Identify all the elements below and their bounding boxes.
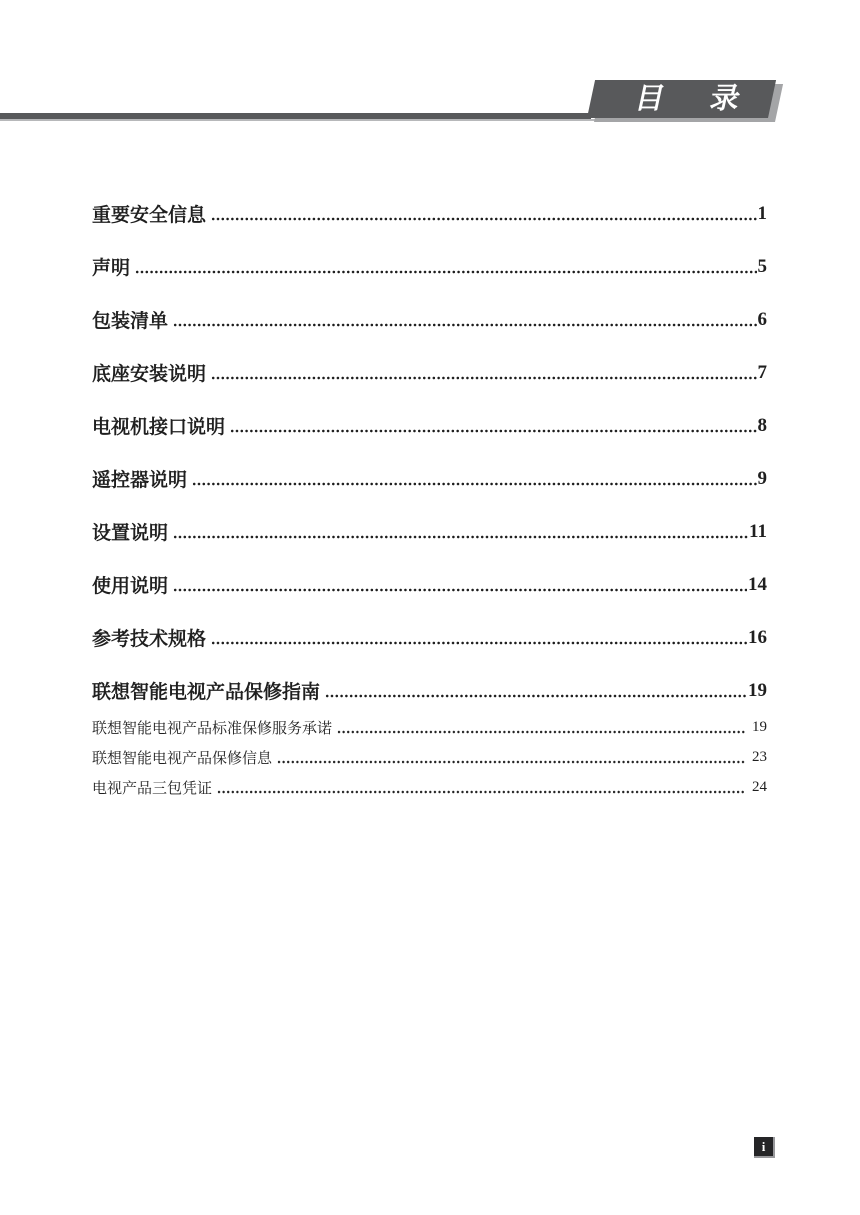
toc-entry[interactable] <box>92 399 767 452</box>
toc-entry[interactable] <box>92 293 767 346</box>
dot-leader <box>135 257 756 276</box>
toc-entry[interactable] <box>92 611 767 664</box>
page-number: 19 <box>748 679 767 701</box>
banner-title-char-right: 录 <box>707 83 743 115</box>
toc-subentry[interactable] <box>92 742 767 772</box>
page-number: 11 <box>749 520 767 542</box>
toc-entry[interactable] <box>92 664 767 717</box>
dot-leader <box>230 416 756 435</box>
toc-banner <box>587 80 776 118</box>
toc-entry[interactable] <box>92 558 767 611</box>
toc-subentry[interactable] <box>92 772 767 802</box>
header-bar-shadow <box>0 119 598 121</box>
dot-leader <box>173 575 747 594</box>
header-rule-bar <box>0 113 591 119</box>
toc-entry-label: 使用说明 <box>92 576 169 597</box>
toc-subentry[interactable] <box>92 712 767 742</box>
dot-leader <box>325 681 747 700</box>
dot-leader <box>217 780 746 795</box>
toc-entry-label: 联想智能电视产品保修信息 <box>92 750 273 767</box>
page-number: 1 <box>757 202 767 224</box>
toc-sublist <box>92 712 767 802</box>
page-number: 7 <box>757 361 767 383</box>
page-number: 23 <box>752 748 767 765</box>
page-number: 5 <box>757 255 767 277</box>
toc-entry-label: 联想智能电视产品标准保修服务承诺 <box>92 720 333 737</box>
toc-entry[interactable] <box>92 187 767 240</box>
toc-entry[interactable] <box>92 240 767 293</box>
toc-entry[interactable] <box>92 452 767 505</box>
toc-entry-label: 电视产品三包凭证 <box>92 780 213 797</box>
toc-entry-label: 重要安全信息 <box>92 205 207 226</box>
toc-entry-label: 包装清单 <box>92 311 169 332</box>
footer-page-indicator-label: i <box>761 1138 766 1154</box>
toc-entry-label: 声明 <box>92 258 131 279</box>
toc-entry-label: 联想智能电视产品保修指南 <box>92 682 321 703</box>
dot-leader <box>211 628 747 647</box>
dot-leader <box>211 363 756 382</box>
footer-page-indicator <box>754 1137 775 1158</box>
dot-leader <box>173 522 748 541</box>
banner-title-char-left: 目 <box>632 83 668 115</box>
page-number: 6 <box>757 308 767 330</box>
dot-leader <box>192 469 756 488</box>
toc-entry-label: 设置说明 <box>92 523 169 544</box>
toc-entry-label: 参考技术规格 <box>92 629 207 650</box>
page-number: 9 <box>757 467 767 489</box>
toc-entry[interactable] <box>92 505 767 558</box>
page-number: 19 <box>752 718 767 735</box>
toc-entry-label: 电视机接口说明 <box>92 417 226 438</box>
toc-entry[interactable] <box>92 346 767 399</box>
page-number: 8 <box>757 414 767 436</box>
dot-leader <box>173 310 756 329</box>
page-number: 24 <box>752 778 767 795</box>
dot-leader <box>337 720 746 735</box>
toc-entry-label: 遥控器说明 <box>92 470 188 491</box>
dot-leader <box>211 204 756 223</box>
page-number: 16 <box>748 626 767 648</box>
toc-entry-label: 底座安装说明 <box>92 364 207 385</box>
dot-leader <box>277 750 746 765</box>
page-number: 14 <box>748 573 767 595</box>
toc-list <box>92 187 767 802</box>
